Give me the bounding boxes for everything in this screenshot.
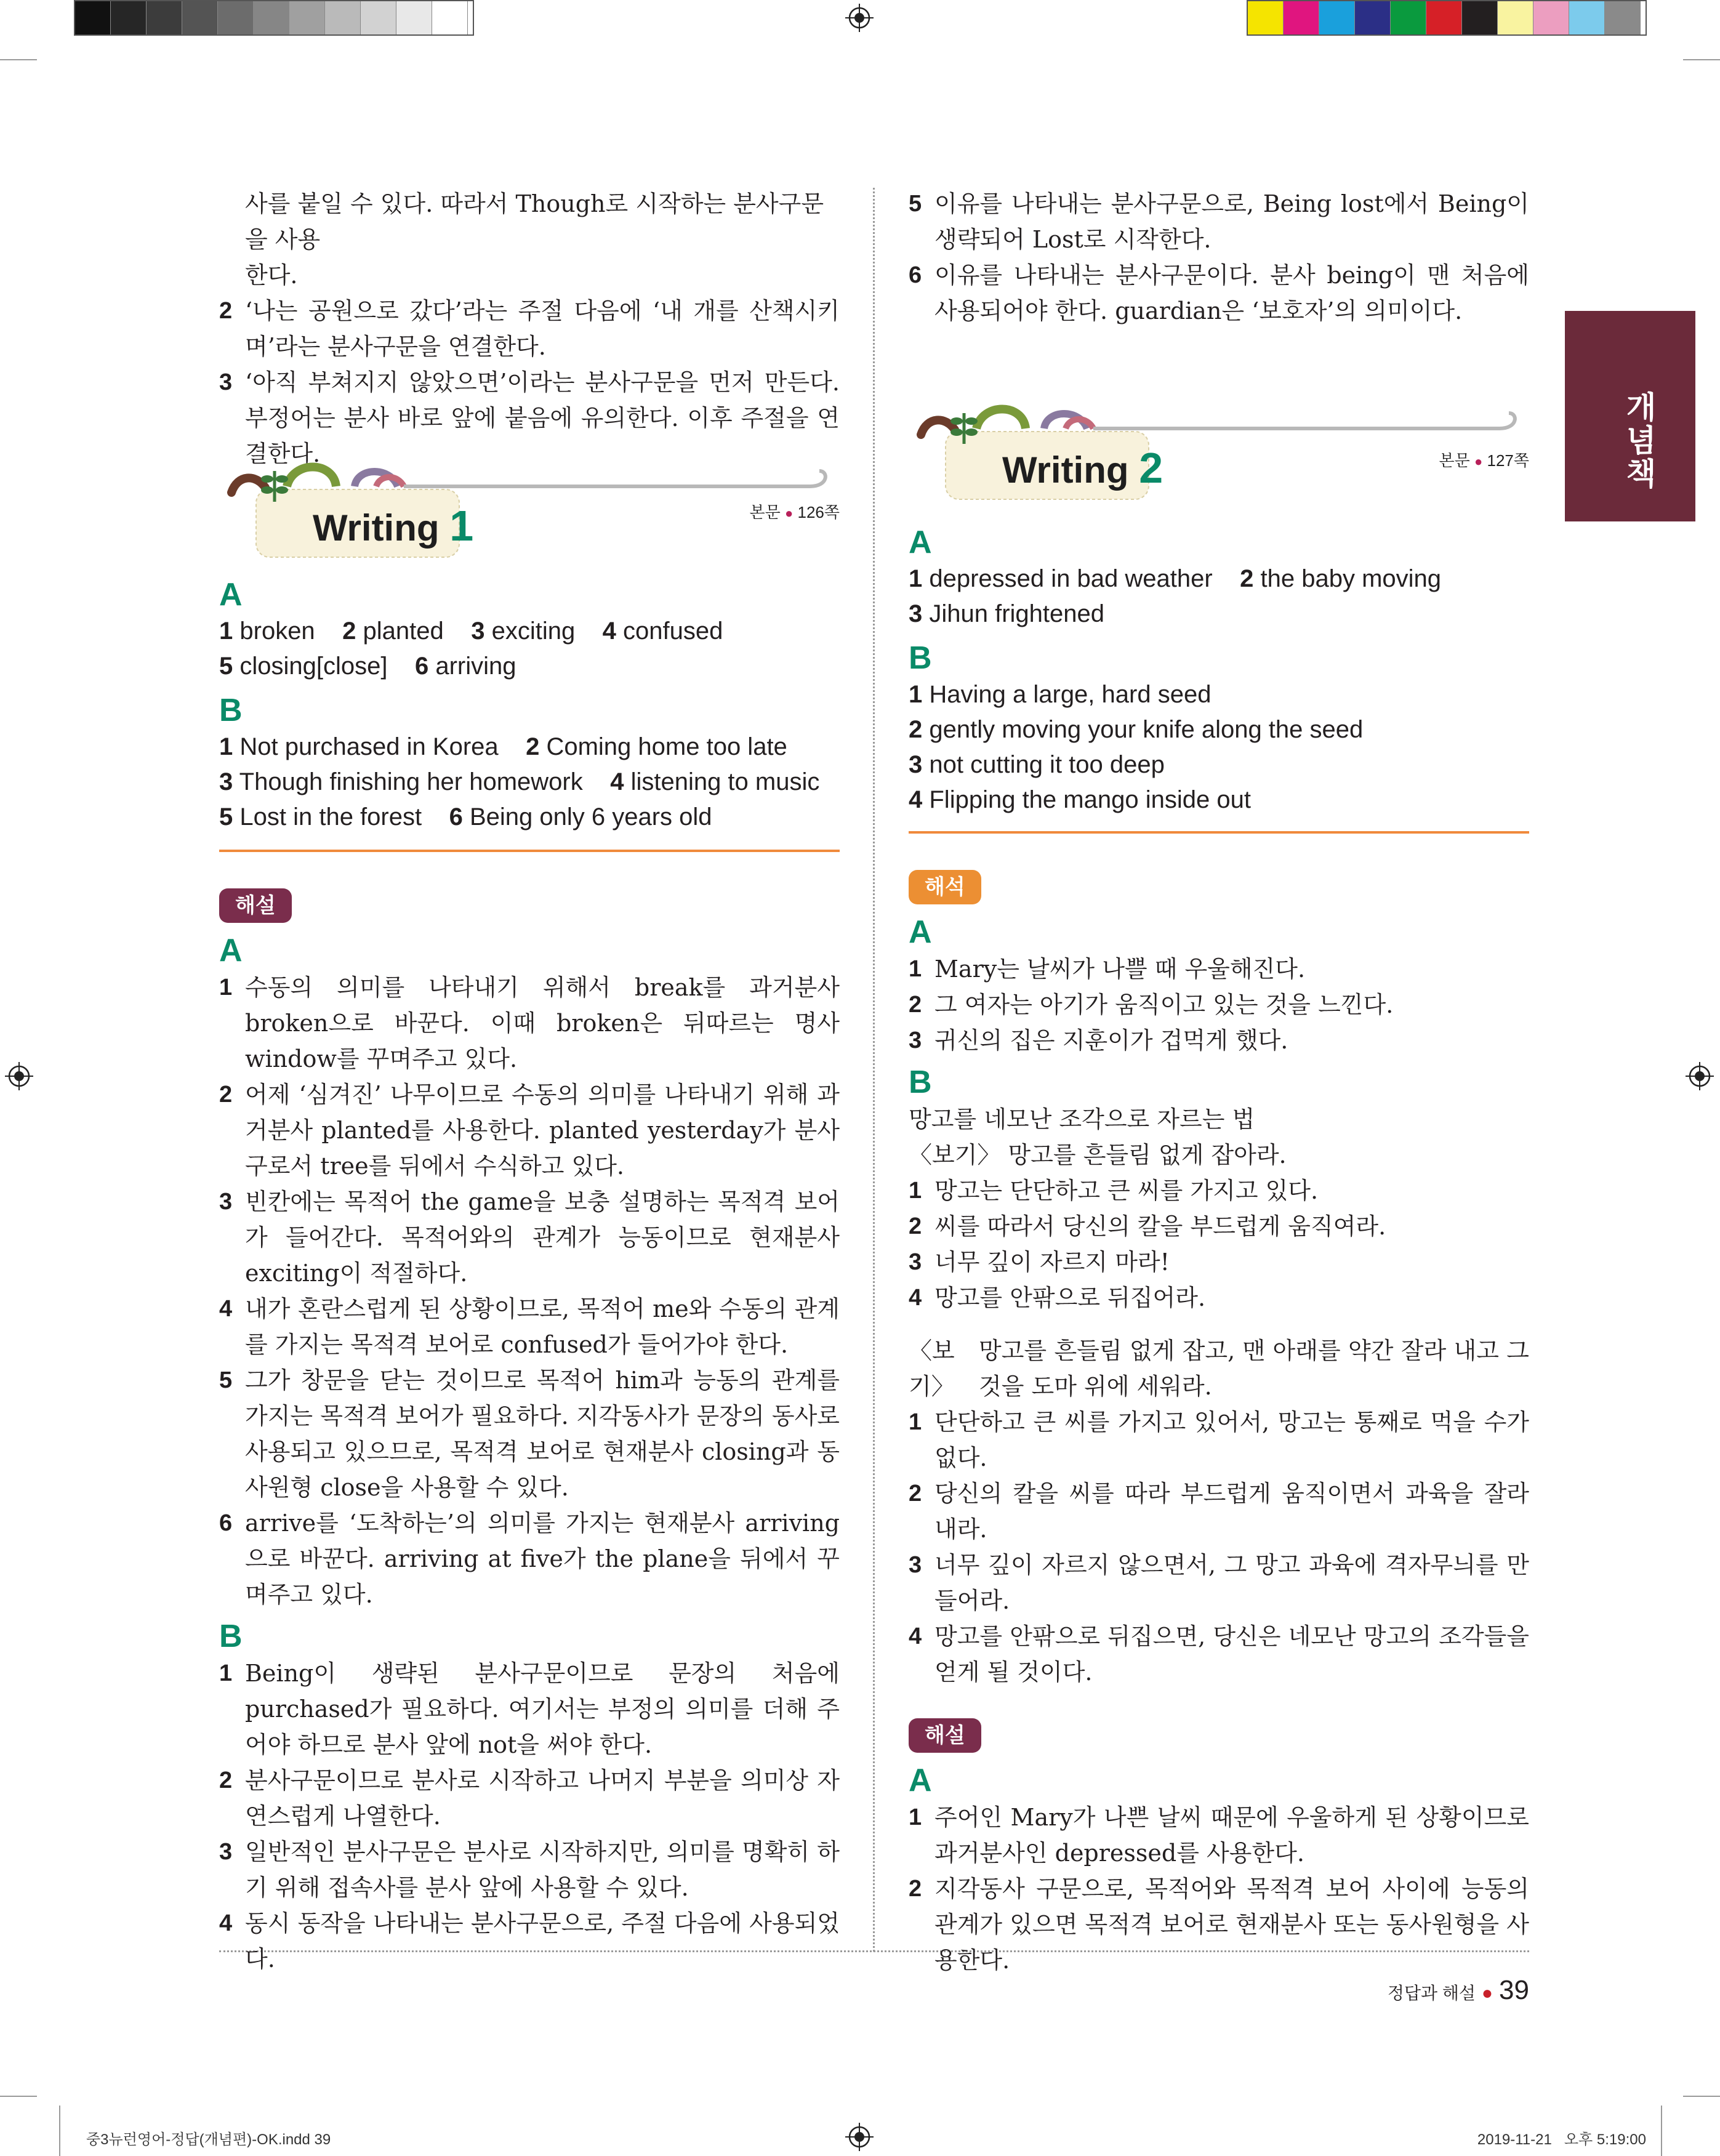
answer-number: 1	[909, 565, 923, 592]
haeseol-tag: 해설	[219, 888, 292, 923]
answer-number: 1	[909, 681, 923, 708]
answer-divider	[909, 831, 1529, 834]
item-number: 1	[909, 1804, 922, 1830]
footer-label: 정답과 해설	[1387, 1984, 1476, 2003]
item-text: 너무 깊이 자르지 않으면서, 그 망고 과육에 격자무늬를 만들어라.	[934, 1551, 1529, 1614]
section-b-heading: B	[219, 693, 243, 728]
answer-number: 3	[909, 751, 923, 778]
item-number: 3	[909, 1028, 922, 1053]
answer-line	[909, 561, 1529, 597]
bogi-item	[909, 1333, 1529, 1404]
answer-text: broken	[239, 617, 315, 645]
answer-number: 3	[909, 600, 923, 627]
indd-filename: 중3뉴런영어-정답(개념편)-OK.indd 39	[86, 2131, 331, 2148]
list-item	[219, 970, 840, 1077]
registration-mark-icon	[5, 1062, 33, 1090]
answer-text: planted	[363, 617, 444, 645]
item-text: 일반적인 분사구문은 분사로 시작하지만, 의미를 명확히 하기 위해 접속사를 분사 앞에 사용할 수 있다.	[245, 1838, 840, 1901]
answer-number: 2	[909, 716, 923, 743]
list-item	[219, 1184, 840, 1291]
text-line: 망고를 네모난 조각으로 자르는 법	[909, 1106, 1255, 1133]
list-item	[219, 1655, 840, 1763]
answer-text: Jihun frightened	[929, 600, 1105, 627]
section-a-heading: A	[909, 914, 932, 950]
item-text: 어제 ‘심겨진’ 나무이므로 수동의 의미를 나타내기 위해 과거분사 planted를 사용한다. planted yesterday가 분사구로서 tree를 뒤에서 수식하고 있다.	[245, 1081, 840, 1180]
crop-mark	[1683, 2096, 1720, 2097]
list-item	[909, 1476, 1529, 1547]
answer-text: listening to music	[630, 768, 820, 795]
answer-number: 6	[449, 803, 463, 831]
answer-text: Flipping the mango inside out	[929, 786, 1251, 813]
answer-text: gently moving your knife along the seed	[929, 716, 1364, 743]
textbook-page-ref: 본문 ● 127쪽	[1439, 451, 1529, 470]
item-number: 4	[909, 1285, 922, 1311]
item-text: 당신의 칼을 씨를 따라 부드럽게 움직이면서 과육을 잘라 내라.	[934, 1480, 1529, 1543]
answer-number: 2	[526, 733, 540, 760]
answer-line	[909, 597, 1529, 632]
haeseol-tag: 해설	[909, 1718, 981, 1753]
writing-1-title	[313, 501, 473, 550]
item-text: 귀신의 집은 지훈이가 겁먹게 했다.	[934, 1027, 1288, 1054]
crop-mark	[1683, 59, 1720, 60]
item-text: Being이 생략된 분사구문이므로 문장의 처음에 purchased가 필요하다. 여기서는 부정의 의미를 더해 주어야 하므로 분사 앞에 not을 써야 한다.	[245, 1660, 840, 1758]
answer-number: 1	[219, 617, 233, 645]
item-number: 4	[909, 1623, 922, 1649]
answer-number: 2	[1240, 565, 1254, 592]
print-time: 오후 5:19:00	[1564, 2131, 1646, 2148]
item-text: 망고를 안팎으로 뒤집어라.	[934, 1284, 1206, 1311]
list-item	[219, 293, 840, 364]
item-text: 주어인 Mary가 나쁜 날씨 때문에 우울하게 된 상황이므로 과거분사인 depressed를 사용한다.	[934, 1804, 1529, 1867]
writing-number: 2	[1139, 444, 1163, 492]
list-item	[909, 1404, 1529, 1476]
answer-line	[219, 730, 840, 765]
item-text: 이유를 나타내는 분사구문이다. 분사 being이 맨 처음에 사용되어야 한다. guardian은 ‘보호자’의 의미이다.	[934, 262, 1529, 324]
writing-title-text: Writing	[1002, 449, 1129, 491]
answer-text: closing[close]	[239, 653, 388, 680]
bullet-icon: ●	[1481, 1983, 1493, 2003]
list-item	[909, 1280, 1529, 1316]
grayscale-color-bar	[74, 0, 474, 36]
answer-number: 3	[219, 768, 233, 795]
list-item	[219, 1291, 840, 1362]
haeseok-tag: 해석	[909, 870, 981, 904]
item-number: 6	[909, 262, 922, 288]
item-number: 2	[909, 1481, 922, 1506]
item-number: 5	[909, 191, 922, 217]
answer-number: 3	[471, 617, 485, 645]
item-number: 1	[219, 975, 233, 1000]
item-number: 3	[909, 1552, 922, 1578]
list-item	[909, 1547, 1529, 1619]
list-item	[219, 1834, 840, 1905]
list-item	[909, 1871, 1529, 1978]
page-number: 39	[1499, 1975, 1529, 2005]
crop-mark	[1661, 2106, 1662, 2156]
writing-1-header	[219, 449, 840, 560]
item-text: 내가 혼란스럽게 된 상황이므로, 목적어 me와 수동의 관계를 가지는 목적격 보어로 confused가 들어가야 한다.	[245, 1295, 840, 1358]
print-date: 2019-11-21	[1477, 2131, 1552, 2148]
answer-text: exciting	[491, 617, 576, 645]
text-line: 〈보기〉 망고를 흔들림 없게 잡아라.	[909, 1141, 1287, 1169]
item-number: 2	[909, 1876, 922, 1902]
ref-page: 127쪽	[1487, 451, 1529, 470]
item-text: 이유를 나타내는 분사구문으로, Being lost에서 Being이 생략되어 Lost로 시작한다.	[934, 190, 1529, 253]
text-line: 사를 붙일 수 있다. 따라서 Though로 시작하는 분사구문을 사용	[245, 190, 824, 253]
answer-text: the baby moving	[1260, 565, 1442, 592]
left-explanation	[219, 888, 840, 1977]
answer-line	[909, 712, 1529, 747]
answer-text: Lost in the forest	[239, 803, 422, 831]
section-a-heading: A	[219, 577, 243, 613]
right-continued-text	[909, 186, 1529, 329]
section-a-heading: A	[909, 525, 932, 560]
side-tab-label: 개념책	[1622, 391, 1656, 491]
answer-number: 6	[414, 653, 429, 680]
item-text: 지각동사 구문으로, 목적어와 목적격 보어 사이에 능동의 관계가 있으면 목적격 보어로 현재분사 또는 동사원형을 사용한다.	[934, 1875, 1529, 1974]
answer-line	[909, 782, 1529, 818]
item-text: 빈칸에는 목적어 the game을 보충 설명하는 목적격 보어가 들어간다. 목적어와의 관계가 능동이므로 현재분사 exciting이 적절하다.	[245, 1188, 840, 1287]
registration-mark-icon	[845, 4, 874, 32]
answer-text: Though finishing her homework	[239, 768, 583, 795]
crop-mark	[0, 2096, 37, 2097]
registration-mark-icon	[1686, 1062, 1714, 1090]
item-text: 너무 깊이 자르지 마라!	[934, 1249, 1170, 1276]
item-number: 3	[909, 1249, 922, 1275]
crop-mark	[0, 59, 37, 60]
item-number: 2	[909, 1213, 922, 1239]
item-text: 분사구문이므로 분사로 시작하고 나머지 부분을 의미상 자연스럽게 나열한다.	[245, 1767, 840, 1830]
item-text: arrive를 ‘도착하는’의 의미를 가지는 현재분사 arriving으로 바꾼다. arriving at five가 the plane을 뒤에서 꾸며주고 있다.	[245, 1510, 840, 1608]
item-text: 단단하고 큰 씨를 가지고 있어서, 망고는 통째로 먹을 수가 없다.	[934, 1409, 1529, 1471]
item-number: 2	[219, 1082, 233, 1108]
right-translation	[909, 870, 1529, 1978]
bogi-label: 〈보기〉	[909, 1337, 955, 1400]
writing-number: 1	[449, 502, 474, 550]
answer-line	[219, 765, 840, 800]
item-text: 망고를 안팎으로 뒤집으면, 당신은 네모난 망고의 조각들을 얻게 될 것이다.	[934, 1623, 1529, 1686]
writing-2-answers	[909, 523, 1529, 818]
list-item	[909, 1173, 1529, 1209]
item-number: 3	[219, 1839, 233, 1865]
textbook-page-ref: 본문 ● 126쪽	[749, 503, 840, 521]
section-side-tab	[1565, 311, 1695, 521]
item-text: ‘아직 부쳐지지 않았으면’이라는 분사구문을 먼저 만든다. 부정어는 분사 바로 앞에 붙음에 유의한다. 이후 주절을 연결한다.	[245, 369, 840, 467]
item-text: ‘나는 공원으로 갔다’라는 주절 다음에 ‘내 개를 산책시키며’라는 분사구문을 연결한다.	[245, 297, 840, 360]
page-footer	[1388, 1975, 1529, 2006]
answer-text: Not purchased in Korea	[239, 733, 499, 760]
item-number: 1	[909, 1409, 922, 1435]
list-item	[909, 951, 1529, 987]
item-number: 2	[219, 298, 233, 324]
answer-number: 4	[909, 786, 923, 813]
cmyk-color-bar	[1247, 0, 1647, 36]
section-a-heading: A	[909, 1763, 932, 1798]
column-divider	[873, 188, 875, 1952]
item-number: 5	[219, 1367, 233, 1393]
item-text: 수동의 의미를 나타내기 위해서 break를 과거분사 broken으로 바꾼다. 이때 broken은 뒤따르는 명사 window를 꾸며주고 있다.	[245, 974, 840, 1072]
answer-number: 4	[610, 768, 624, 795]
item-number: 1	[909, 1178, 922, 1204]
item-number: 6	[219, 1510, 233, 1536]
writing-2-title	[1002, 443, 1163, 493]
writing-2-header	[909, 392, 1529, 502]
answer-number: 5	[219, 653, 233, 680]
list-item	[219, 1505, 840, 1612]
answer-number: 2	[342, 617, 356, 645]
bogi-text: 망고를 흔들림 없게 잡고, 맨 아래를 약간 잘라 내고 그것을 도마 위에 세워라.	[979, 1337, 1529, 1400]
item-text: 그 여자는 아기가 움직이고 있는 것을 느낀다.	[934, 991, 1394, 1018]
answer-text: confused	[623, 617, 723, 645]
list-item	[909, 1023, 1529, 1058]
list-item	[219, 1077, 840, 1184]
answer-text: Being only 6 years old	[469, 803, 712, 831]
answer-text: depressed in bad weather	[929, 565, 1213, 592]
answer-number: 5	[219, 803, 233, 831]
ref-label: 본문	[1439, 451, 1470, 470]
list-item	[219, 1905, 840, 1977]
ref-label: 본문	[749, 503, 781, 521]
list-item	[909, 186, 1529, 257]
text-line: 한다.	[245, 262, 298, 289]
answer-divider	[219, 850, 840, 852]
list-item	[909, 1619, 1529, 1690]
item-number: 4	[219, 1296, 233, 1322]
list-item	[219, 1362, 840, 1505]
list-item	[909, 1209, 1529, 1244]
section-b-heading: B	[219, 1619, 243, 1654]
answer-number: 4	[602, 617, 616, 645]
writing-title-text: Writing	[313, 507, 440, 549]
item-text: 그가 창문을 닫는 것이므로 목적어 him과 능동의 관계를 가지는 목적격 보어가 필요하다. 지각동사가 문장의 동사로 사용되고 있으므로, 목적격 보어로 현재분사 closing과 동사원형 close을 사용할 수 있다.	[245, 1367, 840, 1501]
list-item	[219, 1763, 840, 1834]
item-number: 3	[219, 1189, 233, 1215]
section-b-heading: B	[909, 1064, 932, 1100]
item-number: 2	[219, 1768, 233, 1793]
section-b-heading: B	[909, 640, 932, 676]
crop-mark	[59, 2106, 60, 2156]
item-number: 2	[909, 992, 922, 1018]
list-item	[909, 257, 1529, 329]
answer-line	[909, 747, 1529, 782]
left-continued-text	[219, 186, 840, 472]
answer-text: Having a large, hard seed	[929, 681, 1212, 708]
item-text: 망고는 단단하고 큰 씨를 가지고 있다.	[934, 1177, 1319, 1204]
answer-text: arriving	[435, 653, 516, 680]
answer-line	[219, 614, 840, 649]
section-a-heading: A	[219, 933, 243, 968]
writing-1-answers	[219, 576, 840, 835]
item-number: 1	[219, 1660, 233, 1686]
registration-mark-icon	[845, 2123, 874, 2151]
ref-page: 126쪽	[797, 503, 840, 521]
item-text: 씨를 따라서 당신의 칼을 부드럽게 움직여라.	[934, 1213, 1386, 1240]
print-timestamp	[1477, 2127, 1646, 2149]
item-text: 동시 동작을 나타내는 분사구문으로, 주절 다음에 사용되었다.	[245, 1910, 840, 1973]
answer-line	[219, 800, 840, 835]
list-item	[909, 987, 1529, 1023]
list-item	[909, 1800, 1529, 1871]
answer-line	[909, 677, 1529, 712]
answer-line	[219, 649, 840, 684]
list-item	[909, 1244, 1529, 1280]
item-number: 4	[219, 1910, 233, 1936]
answer-text: Coming home too late	[546, 733, 787, 760]
item-text: Mary는 날씨가 나쁠 때 우울해진다.	[934, 955, 1306, 983]
item-number: 3	[219, 369, 233, 395]
answer-text: not cutting it too deep	[929, 751, 1165, 778]
item-number: 1	[909, 956, 922, 982]
answer-number: 1	[219, 733, 233, 760]
